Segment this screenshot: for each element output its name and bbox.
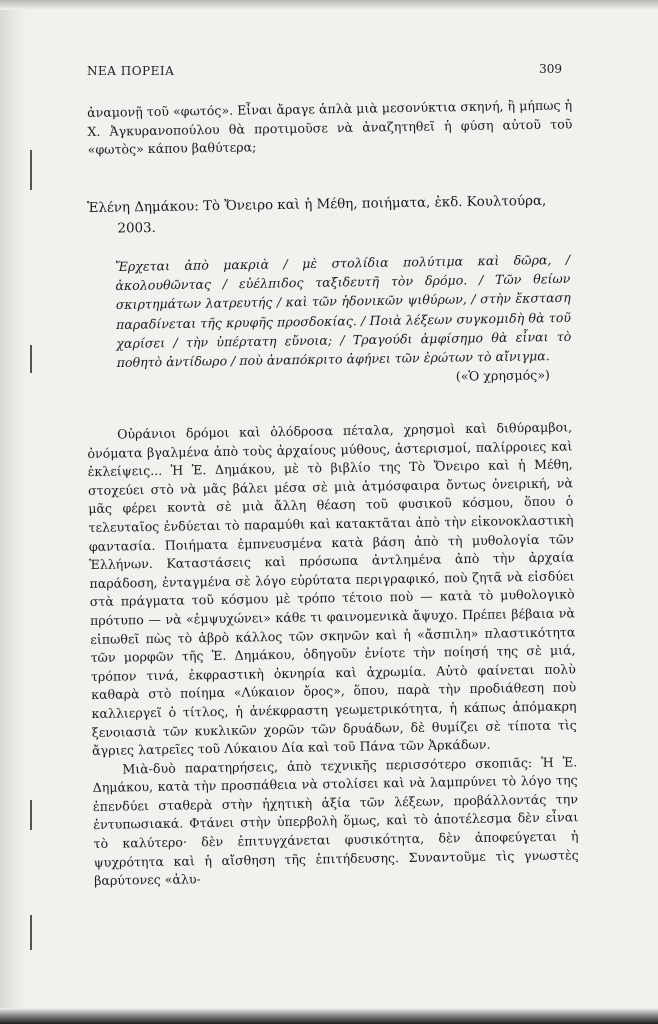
review-paragraph-1: Οὐράνιοι δρόμοι καὶ ὁλόδροσα πέταλα, χρησμοὶ καὶ διθύραμβοι, ὀνόματα βγαλμένα ἀπὸ τοὺς ἀρχαίους μύθους, ἀστερισμοί, παλίρροιες καὶ ἐκλείψεις... Ἡ Ἑ. Δημάκου, μὲ τὸ βιβλίο της Τὸ Ὄνειρο καὶ ἡ Μέθη, στοχεύει στὸ νὰ μᾶς βάλει μέσα σὲ μιὰ ἀτμόσφαιρα ὄντως ὀνειρική, νὰ μᾶς φέρει κοντὰ σὲ μιὰ ἄλλη θέαση τοῦ φυσικοῦ κόσμου, ὅπου ὁ τελευταῖος ἐνδύεται τὸ παραμύθι καὶ κατακτᾶται ἀπὸ τὴν εἰκονοκλαστικὴ φαντασία. Ποιήματα ἐμπνευσμένα κατὰ βάση ἀπὸ τὴ μυθολογία τῶν Ἑλλήνων. Καταστάσεις καὶ πρόσωπα ἀντλημένα ἀπὸ τὴν ἀρχαία παράδοση, ἐνταγμένα σὲ λόγο εὐρύτατα περιγραφικό, ποὺ ζητᾶ νὰ εἰσδύει στὰ πράγματα τοῦ κόσμου μὲ τρόπο τέτοιο ποὺ — κατὰ τὸ μυθολογικὸ πρότυπο — νὰ «ἐμψυχώνει» κάθε τι φαινομενικὰ ἄψυχο. Πρέπει βέβαια νὰ εἰπωθεῖ πὼς τὸ ἁβρὸ κάλλος τῶν σκηνῶν καὶ ἡ «ἄσπιλη» πλαστικότητα τῶν μορφῶν τῆς Ἑ. Δημάκου, ὁδηγοῦν ἐνίοτε τὴν ποίησή της σὲ μιά, τρόπον τινά, ἐκφραστικὴ ὀκνηρία καὶ ἀχρωμία. Αὐτὸ φαίνεται πολὺ καθαρὰ στὸ ποίημα «Λύκαιον ὄρος», ὅπου, παρὰ τὴν προδιάθεση ποὺ καλλιεργεῖ ὁ τίτλος, ἡ ἀνέκφραστη γεωμετρικότητα, ἡ κάπως ἀπόμακρη ξενοιασιὰ τῶν κυκλικῶν χορῶν τῶν δρυάδων, δὲ θυμίζει σὲ τίποτα τὶς ἄγριες λατρεῖες τοῦ Λύκαιου Δία καὶ τοῦ Πάνα τῶν Ἀρκάδων. <box>87 419 577 759</box>
poem-source: («Ὁ χρησμός») <box>455 367 551 384</box>
page-number: 309 <box>539 62 562 76</box>
opening-text: ἀναμονῇ τοῦ «φωτός». Εἶναι ἄραγε ἁπλὰ μιὰ μεσονύκτια σκηνή, ἢ μήπως ἡ Χ. Ἀγκυρανοπούλου θὰ προτιμοῦσε νὰ ἀναζητηθεῖ ἡ φύση αὐτοῦ τοῦ «φωτὸς» κάπου βαθύτερα; <box>87 97 573 158</box>
book-citation <box>87 190 573 240</box>
poem-quote <box>115 250 572 392</box>
page-top-edge <box>0 0 658 10</box>
opening-paragraph <box>87 96 573 159</box>
review-body <box>87 418 579 890</box>
citation-line-2: 2003. <box>117 220 156 237</box>
poem-quote-text: Ἔρχεται ἀπὸ μακριὰ / μὲ στολίδια πολύτιμα καὶ δῶρα, / ἀκολουθῶντας / εὐέλπιδος ταξιδευτῆ τὸν δρόμο. / Τῶν θείων σκιρτημάτων λατρευτής / καὶ τῶν ἡδονικῶν ψιθύρων, / στὴν ἔκσταση παραδίνεται τῆς κρυφῆς προσδοκίας. / Ποιὰ λέξεων συγκομιδὴ θὰ τοῦ χαρίσει / τὴν ὑπέρτατη εὔνοια; / Τραγούδι ἀμφίσημο θὰ εἶναι τὸ ποθητὸ ἀντίδωρο / ποὺ ἀναπόκριτο ἀφήνει τῶν ἐρώτων τὸ αἴνιγμα. <box>115 251 572 371</box>
running-head: ΝΕΑ ΠΟΡΕΙΑ <box>87 64 175 78</box>
citation-line-1: Ἑλένη Δημάκου: Τὸ Ὄνειρο καὶ ἡ Μέθη, ποιήματα, ἐκδ. Κουλτούρα, <box>87 193 547 216</box>
page-bottom-edge <box>0 1008 658 1024</box>
review-paragraph-2: Μιὰ-δυὸ παρατηρήσεις, ἀπὸ τεχνικῆς περισσότερο σκοπιᾶς: Ἡ Ἑ. Δημάκου, κατὰ τὴν προσπάθεια νὰ στολίσει καὶ νὰ λαμπρύνει τὸ λόγο της ἐπενδύει σταθερὰ στὴν ἠχητικὴ ἀξία τῶν λέξεων, προβάλλοντάς την ἐντυπωσιακά. Φτάνει στὴν ὑπερβολὴ ὅμως, καὶ τὸ ἀποτέλεσμα δὲν εἶναι τὸ καλύτερο· δὲν ἐπιτυγχάνεται φυσικότητα, δὲν ἀποφεύγεται ἡ ψυχρότητα καὶ ἡ αἴσθηση τῆς ἐπιτήδευσης. Συναντοῦμε τὶς γνωστὲς βαρύτονες «ἀλυ- <box>92 754 579 889</box>
